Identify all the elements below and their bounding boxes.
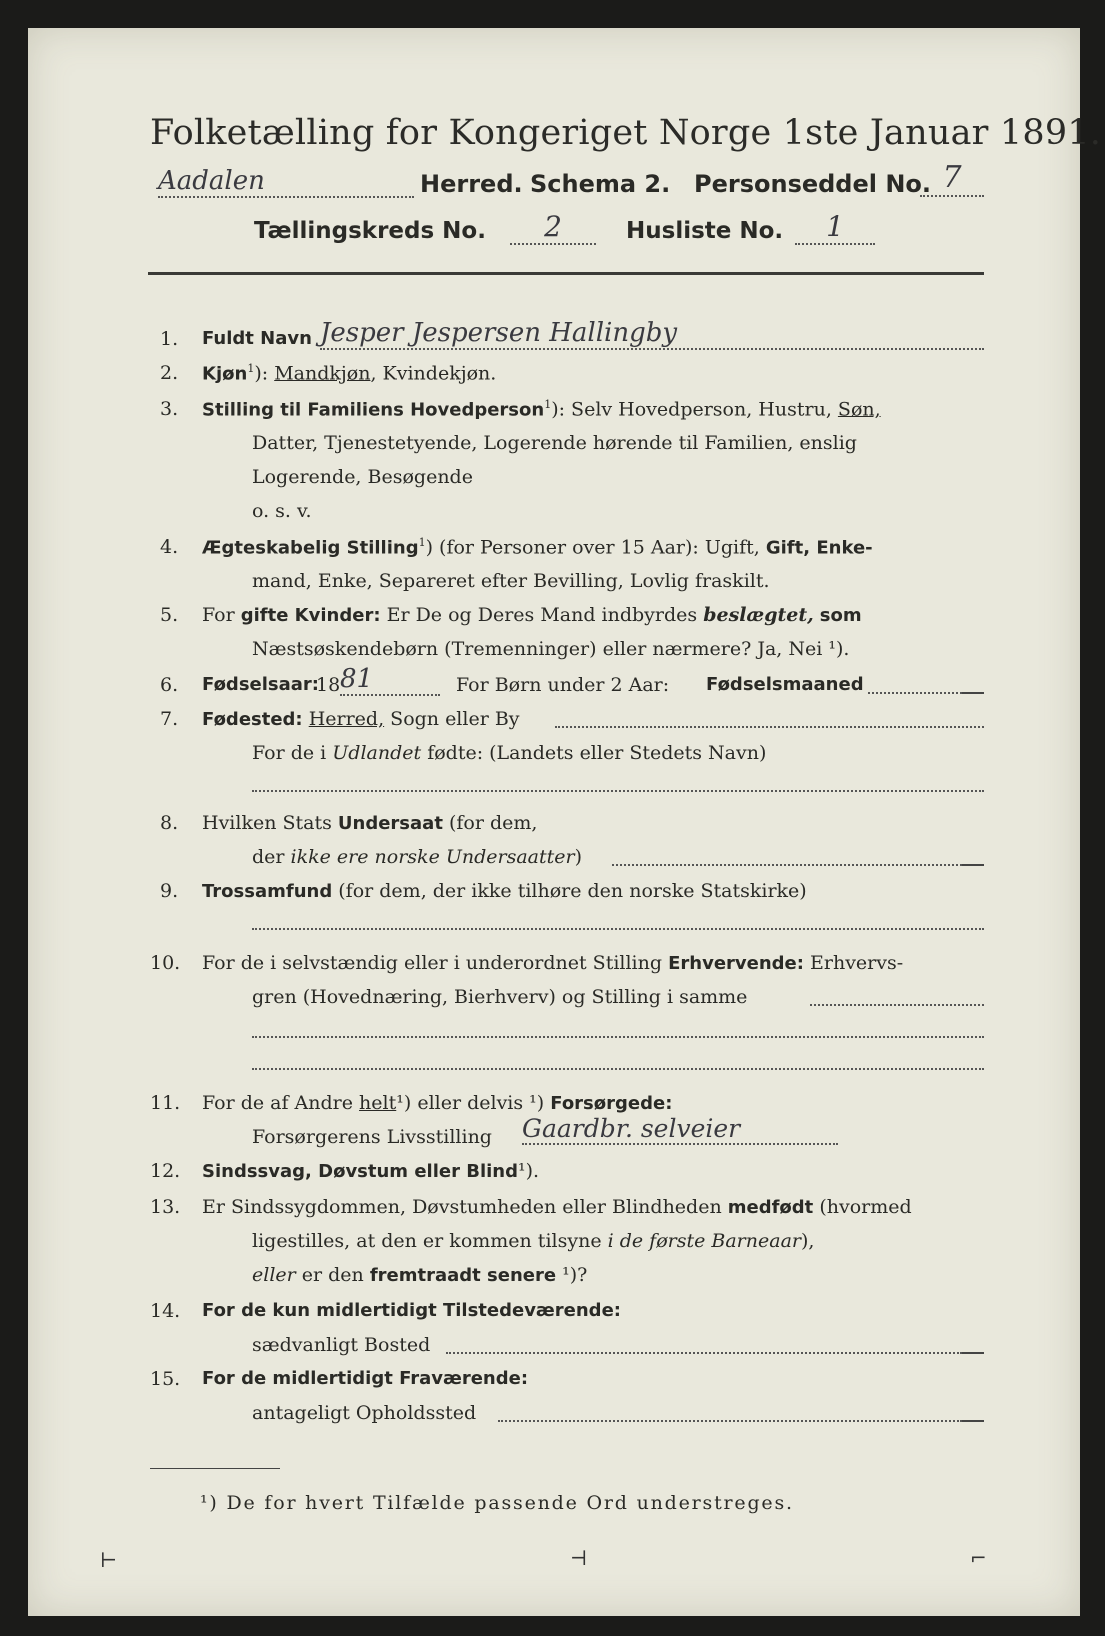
q12-number: 12. [150, 1160, 181, 1182]
q10-line1 [202, 952, 903, 974]
q5-mid: Er De og Deres Mand indbyrdes [386, 604, 698, 626]
q8-line2 [252, 846, 582, 868]
q10-answer-line-1 [252, 1036, 984, 1038]
q14-number: 14. [150, 1300, 181, 1322]
herred-label: Herred. [420, 170, 523, 198]
q2-option-kvindekjon: Kvindekjøn. [382, 362, 497, 385]
q10-number: 10. [150, 952, 181, 974]
q11-line2: Forsørgerens Livsstilling [252, 1126, 492, 1148]
husliste-value: 1 [795, 210, 875, 245]
q13-end: (hvormed [819, 1196, 912, 1218]
q2-option-mandkjon: Mandkjøn [274, 362, 371, 385]
q9-rest: (for dem, der ikke tilhøre den norske Statskirke) [338, 880, 807, 902]
q7-option-herred: Herred, [308, 708, 385, 730]
q14-bold: For de kun midlertidigt Tilstedeværende: [202, 1300, 621, 1321]
q6-number: 6. [160, 674, 179, 696]
q7-rest: Sogn eller By [390, 708, 520, 730]
q7-answer-line [252, 790, 984, 792]
census-form-sheet [28, 28, 1080, 1616]
q6-fodselsmaaned: Fødselsmaaned [706, 674, 864, 695]
q8-line2a: der [252, 846, 285, 868]
q4-tail: ) (for Personer over 15 Aar): Ugift, [425, 536, 760, 559]
q2-sup: 1 [247, 362, 255, 375]
q1-label: Fuldt Navn [202, 328, 312, 349]
q13-line2 [252, 1230, 814, 1252]
schema-label: Schema 2. [530, 170, 671, 198]
q13-line3 [252, 1264, 587, 1286]
q8-bold: Undersaat [337, 813, 443, 834]
q7-dotline [555, 726, 984, 728]
q2-tail: ): [254, 362, 269, 385]
q8-line1 [202, 812, 537, 834]
form-title: Folketælling for Kongeriget Norge 1ste Januar 1891. [150, 113, 1102, 153]
q5-italic: beslægtet, [703, 604, 814, 626]
q12-line1 [202, 1160, 539, 1182]
q13-line2b: ), [801, 1230, 815, 1252]
q13-line3b: ¹)? [562, 1264, 588, 1286]
husliste-label: Husliste No. [626, 218, 784, 244]
q2-line: Kjøn$^1$): Mandkjøn, Kvindekjøn. [202, 362, 497, 385]
footnote: ¹) De for hvert Tilfælde passende Ord understreges. [200, 1492, 794, 1514]
q11-value: Gaardbr. selveier [522, 1114, 838, 1145]
q1-value: Jesper Jespersen Hallingby [320, 318, 984, 350]
q3-line3: Logerende, Besøgende [252, 466, 473, 488]
q5-pre: For [202, 604, 235, 626]
q7-line2b: fødte: (Landets eller Stedets Navn) [427, 742, 767, 764]
q10-line2: gren (Hovednæring, Bierhverv) og Stilling i samme [252, 986, 748, 1008]
header-rule [148, 272, 984, 275]
footnote-rule [150, 1468, 280, 1469]
q13-number: 13. [150, 1196, 181, 1218]
q5-bold: gifte Kvinder: [240, 605, 381, 626]
q15-line2: antageligt Opholdssted [252, 1402, 477, 1424]
q9-answer-line [252, 928, 984, 930]
q10-end: Erhvervs- [810, 952, 904, 974]
q13-bold: medfødt [727, 1197, 814, 1218]
q7-line2 [252, 742, 766, 764]
q6-year-value: 81 [340, 664, 440, 696]
q11-bold: Forsørgede: [550, 1093, 673, 1114]
q5-number: 5. [160, 604, 179, 626]
q4-gift: Gift, Enke- [765, 537, 873, 559]
q3-tail: ): Selv Hovedperson, Hustru, [551, 398, 832, 421]
q10-dotline [810, 1004, 984, 1006]
q9-bold: Trossamfund [202, 881, 333, 902]
binding-mark-center: ⊣ [570, 1546, 588, 1570]
q12-bold: Sindssvag, Døvstum eller Blind [202, 1161, 518, 1182]
q12-tail: ¹). [517, 1160, 540, 1182]
q7-udlandet: Udlandet [332, 742, 422, 764]
q13-eller: eller [252, 1264, 296, 1286]
kreds-value: 2 [510, 210, 596, 245]
q5-line1 [202, 604, 862, 626]
personseddel-value: 7 [920, 160, 984, 197]
q15-line-end [962, 1420, 984, 1422]
q8-italic: ikke ere norske Undersaatter [290, 846, 575, 868]
q8-line2b: ) [574, 846, 583, 868]
q2-label: Kjøn [202, 363, 248, 385]
q9-line1 [202, 880, 807, 902]
q5-line2: Næstsøskendebørn (Tremenninger) eller nærmere? Ja, Nei ¹). [252, 638, 850, 660]
personseddel-label: Personseddel No. [694, 170, 932, 198]
q5-end: som [819, 605, 862, 626]
q10-answer-line-2 [252, 1068, 984, 1070]
q14-line2: sædvanligt Bosted [252, 1334, 431, 1356]
q10-bold: Erhvervende: [668, 953, 804, 974]
q11-helt: helt [359, 1092, 397, 1114]
q1-number: 1. [160, 328, 179, 350]
q3-line2: Datter, Tjenestetyende, Logerende hørende til Familien, enslig [252, 432, 857, 454]
q2-number: 2. [160, 362, 179, 384]
q8-line-end [962, 864, 984, 866]
q15-dotline [498, 1420, 962, 1422]
q6-dotline [868, 692, 962, 694]
q6-year-prefix: 18 [316, 674, 341, 696]
q11-line1 [202, 1092, 672, 1114]
q4-number: 4. [160, 536, 179, 558]
q3-line1: Stilling til Familiens Hovedperson$^1$): Selv Hovedperson, Hustru, Søn, [202, 398, 881, 421]
q11-number: 11. [150, 1092, 181, 1114]
q13-italic: i de første Barneaar [607, 1230, 801, 1252]
q7-line1 [202, 708, 520, 730]
q14-line-end [962, 1352, 984, 1354]
q11-pre: For de af Andre [202, 1092, 353, 1114]
q10-pre: For de i selvstændig eller i underordnet Stilling [202, 952, 663, 974]
q9-number: 9. [160, 880, 179, 902]
q8-pre: Hvilken Stats [202, 812, 332, 834]
q8-rest: (for dem, [448, 812, 538, 834]
q13-line1 [202, 1196, 912, 1218]
q7-line2a: For de i [252, 742, 327, 764]
q13-line3bold: fremtraadt senere [369, 1265, 557, 1286]
kreds-label: Tællingskreds No. [254, 218, 486, 244]
q4-label: Ægteskabelig Stilling [202, 537, 419, 559]
q3-label: Stilling til Familiens Hovedperson [202, 399, 545, 421]
binding-mark-right: ⌐ [970, 1546, 987, 1570]
q11-mid: ¹) eller delvis ¹) [396, 1092, 545, 1114]
q3-number: 3. [160, 398, 179, 420]
q15-number: 15. [150, 1368, 181, 1390]
herred-value: Aadalen [158, 166, 414, 198]
q6-mid: For Børn under 2 Aar: [456, 674, 670, 696]
q7-label: Fødested: [202, 709, 303, 730]
q6-label: Fødselsaar: [202, 674, 319, 695]
q13-line3a: er den [301, 1264, 364, 1286]
q15-bold: For de midlertidigt Fraværende: [202, 1368, 529, 1389]
q8-dotline [612, 864, 962, 866]
q3-line4: o. s. v. [252, 500, 312, 522]
q8-number: 8. [160, 812, 179, 834]
q13-line2a: ligestilles, at den er kommen tilsyne [252, 1230, 602, 1252]
q3-option-son: Søn, [837, 398, 881, 421]
q4-line2: mand, Enke, Separeret efter Bevilling, Lovlig fraskilt. [252, 570, 770, 592]
q4-line1: Ægteskabelig Stilling$^1$) (for Personer over 15 Aar): Ugift, Gift, Enke- [202, 536, 873, 559]
q6-line-end [962, 692, 984, 694]
q7-number: 7. [160, 708, 179, 730]
binding-mark-left: ⊢ [100, 1548, 118, 1572]
q13-pre: Er Sindssygdommen, Døvstumheden eller Blindheden [202, 1196, 722, 1218]
q14-dotline [446, 1352, 962, 1354]
